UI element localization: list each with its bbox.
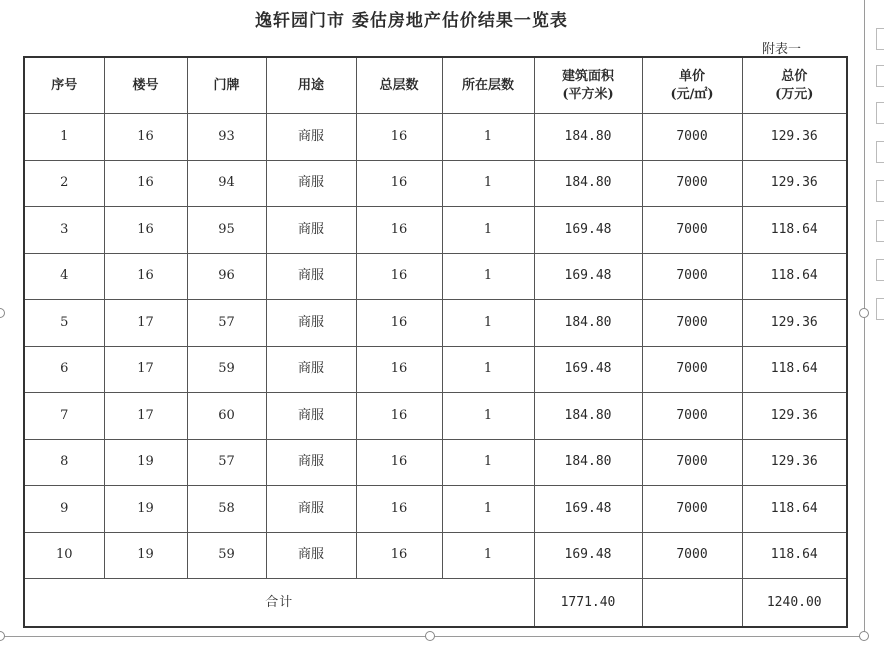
cell-total-price: 118.64 <box>742 532 847 579</box>
cell-total-price: 118.64 <box>742 253 847 300</box>
document-title: 逸轩园门市 委估房地产估价结果一览表 <box>255 11 568 31</box>
cell-door-number: 94 <box>187 160 266 207</box>
cell-total-floors: 16 <box>356 346 442 393</box>
cell-usage: 商服 <box>266 160 356 207</box>
header-label: 楼号 <box>132 77 159 93</box>
cell-building: 17 <box>104 393 187 440</box>
cell-door-number: 60 <box>187 393 266 440</box>
cell-index: 6 <box>24 346 104 393</box>
cell-total-floors: 16 <box>356 160 442 207</box>
cell-usage: 商服 <box>266 207 356 254</box>
cell-unit-price: 7000 <box>642 439 742 486</box>
cell-usage: 商服 <box>266 114 356 161</box>
total-label: 合计 <box>24 579 534 628</box>
cell-unit-price: 7000 <box>642 532 742 579</box>
cell-building: 16 <box>104 160 187 207</box>
header-label: 用途 <box>297 77 324 93</box>
header-unit: (平方米) <box>562 86 614 102</box>
cell-usage: 商服 <box>266 439 356 486</box>
cell-total-price: 118.64 <box>742 207 847 254</box>
cell-area: 184.80 <box>534 393 642 440</box>
cell-index: 4 <box>24 253 104 300</box>
cell-door-number: 95 <box>187 207 266 254</box>
cell-total-price: 129.36 <box>742 439 847 486</box>
cell-usage: 商服 <box>266 532 356 579</box>
cell-door-number: 58 <box>187 486 266 533</box>
table-row <box>24 439 847 486</box>
table-header-row <box>24 57 847 114</box>
cell-index: 8 <box>24 439 104 486</box>
table-row <box>24 114 847 161</box>
header-unit: (万元) <box>775 86 814 102</box>
cell-door-number: 59 <box>187 532 266 579</box>
cell-usage: 商服 <box>266 300 356 347</box>
table-body <box>24 114 847 579</box>
cell-index: 3 <box>24 207 104 254</box>
header-total-price <box>742 57 847 114</box>
cell-area: 169.48 <box>534 253 642 300</box>
cell-floor: 1 <box>442 393 534 440</box>
cell-building: 16 <box>104 207 187 254</box>
table-row <box>24 160 847 207</box>
cell-usage: 商服 <box>266 253 356 300</box>
cell-floor: 1 <box>442 114 534 161</box>
cell-index: 7 <box>24 393 104 440</box>
cell-area: 184.80 <box>534 160 642 207</box>
cell-floor: 1 <box>442 486 534 533</box>
cell-building: 19 <box>104 439 187 486</box>
side-layout-box[interactable] <box>876 28 884 50</box>
header-unit-price <box>642 57 742 114</box>
header-total-floors <box>356 57 442 114</box>
cell-unit-price: 7000 <box>642 253 742 300</box>
table-row <box>24 300 847 347</box>
table-row <box>24 532 847 579</box>
cell-unit-price: 7000 <box>642 346 742 393</box>
side-layout-box[interactable] <box>876 102 884 124</box>
cell-total-floors: 16 <box>356 253 442 300</box>
cell-area: 169.48 <box>534 207 642 254</box>
cell-usage: 商服 <box>266 486 356 533</box>
side-layout-box[interactable] <box>876 220 884 242</box>
cell-index: 2 <box>24 160 104 207</box>
resize-handle-bottom-center[interactable] <box>425 631 435 641</box>
cell-floor: 1 <box>442 207 534 254</box>
cell-unit-price: 7000 <box>642 393 742 440</box>
cell-total-floors: 16 <box>356 393 442 440</box>
cell-index: 1 <box>24 114 104 161</box>
cell-unit-price: 7000 <box>642 114 742 161</box>
side-layout-box[interactable] <box>876 141 884 163</box>
total-row <box>24 579 847 628</box>
cell-door-number: 59 <box>187 346 266 393</box>
cell-door-number: 93 <box>187 114 266 161</box>
header-label: 序号 <box>51 77 78 93</box>
cell-total-floors: 16 <box>356 439 442 486</box>
cell-floor: 1 <box>442 532 534 579</box>
header-label: 所在层数 <box>461 77 514 93</box>
cell-floor: 1 <box>442 253 534 300</box>
cell-total-price: 118.64 <box>742 486 847 533</box>
cell-usage: 商服 <box>266 346 356 393</box>
total-unit-price <box>642 579 742 628</box>
cell-area: 184.80 <box>534 114 642 161</box>
cell-floor: 1 <box>442 300 534 347</box>
cell-building: 16 <box>104 114 187 161</box>
cell-total-floors: 16 <box>356 300 442 347</box>
cell-door-number: 96 <box>187 253 266 300</box>
table-row <box>24 207 847 254</box>
cell-total-price: 129.36 <box>742 160 847 207</box>
cell-door-number: 57 <box>187 439 266 486</box>
page-frame-right <box>864 0 865 636</box>
cell-area: 184.80 <box>534 300 642 347</box>
cell-unit-price: 7000 <box>642 486 742 533</box>
resize-handle-middle-right[interactable] <box>859 308 869 318</box>
header-label: 总价 <box>781 68 808 84</box>
cell-area: 169.48 <box>534 486 642 533</box>
cell-total-price: 118.64 <box>742 346 847 393</box>
total-area: 1771.40 <box>534 579 642 628</box>
header-usage <box>266 57 356 114</box>
cell-unit-price: 7000 <box>642 300 742 347</box>
cell-area: 169.48 <box>534 346 642 393</box>
header-label: 总层数 <box>379 77 419 93</box>
cell-floor: 1 <box>442 346 534 393</box>
side-layout-box[interactable] <box>876 298 884 320</box>
resize-handle-middle-left[interactable] <box>0 308 5 318</box>
cell-building: 16 <box>104 253 187 300</box>
cell-area: 184.80 <box>534 439 642 486</box>
cell-index: 10 <box>24 532 104 579</box>
header-floor <box>442 57 534 114</box>
valuation-table-container <box>23 56 846 628</box>
header-index <box>24 57 104 114</box>
cell-usage: 商服 <box>266 393 356 440</box>
cell-floor: 1 <box>442 439 534 486</box>
table-row <box>24 346 847 393</box>
cell-building: 17 <box>104 300 187 347</box>
appendix-label: 附表一 <box>762 42 802 57</box>
cell-building: 19 <box>104 532 187 579</box>
cell-index: 9 <box>24 486 104 533</box>
cell-building: 19 <box>104 486 187 533</box>
resize-handle-bottom-right[interactable] <box>859 631 869 641</box>
cell-unit-price: 7000 <box>642 160 742 207</box>
valuation-result-table <box>23 56 848 628</box>
header-building <box>104 57 187 114</box>
header-label: 门牌 <box>213 77 240 93</box>
cell-total-floors: 16 <box>356 207 442 254</box>
cell-total-price: 129.36 <box>742 114 847 161</box>
cell-building: 17 <box>104 346 187 393</box>
table-row <box>24 253 847 300</box>
cell-floor: 1 <box>442 160 534 207</box>
cell-total-price: 129.36 <box>742 393 847 440</box>
side-layout-box[interactable] <box>876 65 884 87</box>
table-row <box>24 393 847 440</box>
side-layout-box[interactable] <box>876 180 884 202</box>
cell-total-floors: 16 <box>356 532 442 579</box>
resize-handle-bottom-left[interactable] <box>0 631 5 641</box>
cell-total-price: 129.36 <box>742 300 847 347</box>
header-area <box>534 57 642 114</box>
header-door-number <box>187 57 266 114</box>
cell-total-floors: 16 <box>356 486 442 533</box>
cell-door-number: 57 <box>187 300 266 347</box>
total-price: 1240.00 <box>742 579 847 628</box>
cell-index: 5 <box>24 300 104 347</box>
header-unit: (元/㎡) <box>670 86 714 102</box>
header-label: 单价 <box>678 68 705 84</box>
cell-unit-price: 7000 <box>642 207 742 254</box>
cell-total-floors: 16 <box>356 114 442 161</box>
cell-area: 169.48 <box>534 532 642 579</box>
table-row <box>24 486 847 533</box>
header-label: 建筑面积 <box>561 68 614 84</box>
side-layout-box[interactable] <box>876 259 884 281</box>
